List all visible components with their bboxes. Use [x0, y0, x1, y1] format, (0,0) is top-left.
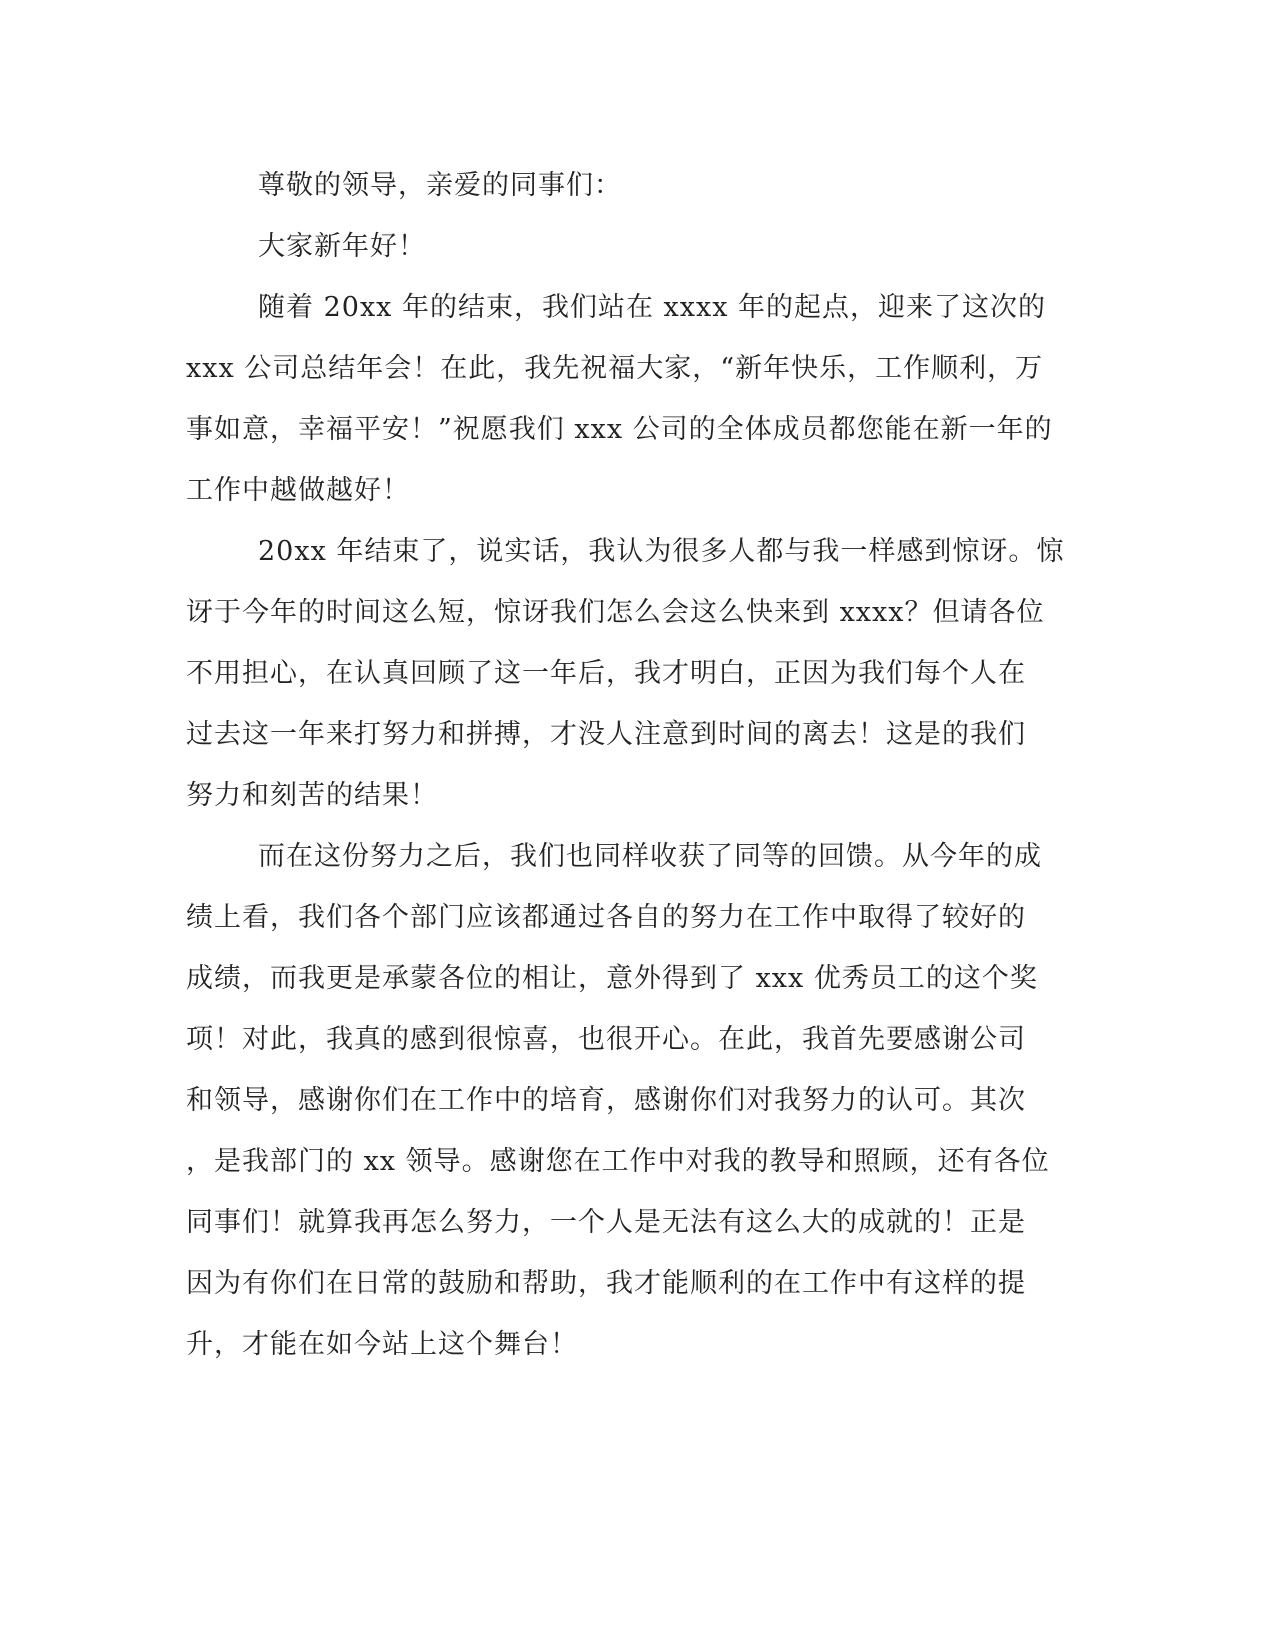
paragraph-1-line-4: 工作中越做越好！ [186, 475, 410, 506]
paragraph-1-line-3: 事如意，幸福平安！”祝愿我们 xxx 公司的全体成员都您能在新一年的 [186, 414, 1053, 445]
new-year-greeting-line: 大家新年好！ [258, 231, 426, 262]
paragraph-1-line-2: xxx 公司总结年会！在此，我先祝福大家，“新年快乐，工作顺利，万 [186, 353, 1044, 384]
paragraph-3-line-1: 而在这份努力之后，我们也同样收获了同等的回馈。从今年的成 [258, 841, 1042, 872]
paragraph-3-line-8: 因为有你们在日常的鼓励和帮助，我才能顺利的在工作中有这样的提 [186, 1268, 1026, 1299]
speech-body [186, 155, 1086, 1375]
paragraph-2-line-4: 过去这一年来打努力和拼搏，才没人注意到时间的离去！这是的我们 [186, 719, 1026, 750]
paragraph-2-line-5: 努力和刻苦的结果！ [186, 780, 438, 811]
paragraph-3-line-3: 成绩，而我更是承蒙各位的相让，意外得到了 xxx 优秀员工的这个奖 [186, 963, 1038, 994]
paragraph-2-line-2: 讶于今年的时间这么短，惊讶我们怎么会这么快来到 xxxx？但请各位 [186, 597, 1045, 628]
paragraph-2-line-3: 不用担心，在认真回顾了这一年后，我才明白，正因为我们每个人在 [186, 658, 1026, 689]
paragraph-3-line-2: 绩上看，我们各个部门应该都通过各自的努力在工作中取得了较好的 [186, 902, 1026, 933]
paragraph-3-line-9: 升，才能在如今站上这个舞台！ [186, 1329, 578, 1360]
paragraph-3-line-6: ，是我部门的 xx 领导。感谢您在工作中对我的教导和照顾，还有各位 [186, 1146, 1050, 1177]
paragraph-3-line-5: 和领导，感谢你们在工作中的培育，感谢你们对我努力的认可。其次 [186, 1085, 1026, 1116]
paragraph-3-line-7: 同事们！就算我再怎么努力，一个人是无法有这么大的成就的！正是 [186, 1207, 1026, 1238]
greeting-line: 尊敬的领导，亲爱的同事们： [258, 170, 622, 201]
paragraph-2-line-1: 20xx 年结束了，说实话，我认为很多人都与我一样感到惊讶。惊 [258, 536, 1065, 567]
paragraph-3-line-4: 项！对此，我真的感到很惊喜，也很开心。在此，我首先要感谢公司 [186, 1024, 1026, 1055]
paragraph-1-line-1: 随着 20xx 年的结束，我们站在 xxxx 年的起点，迎来了这次的 [258, 292, 1047, 323]
